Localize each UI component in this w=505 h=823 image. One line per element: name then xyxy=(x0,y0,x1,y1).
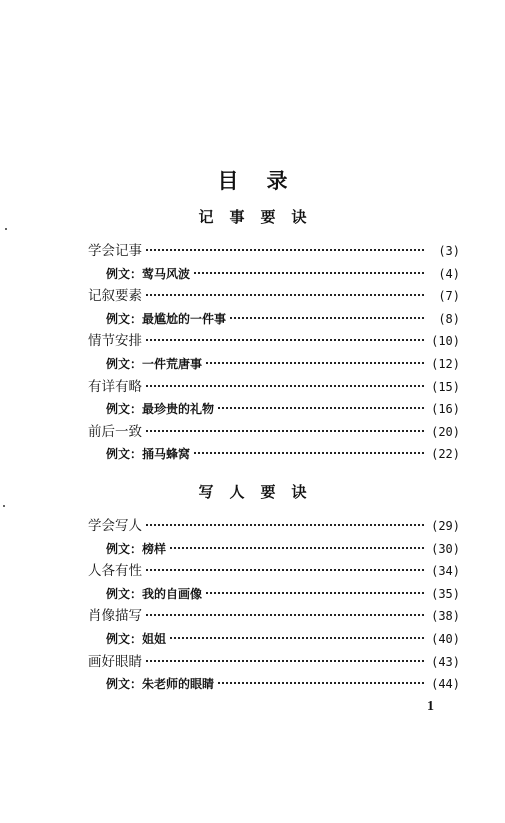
toc-entry-example xyxy=(88,263,460,286)
toc-entry xyxy=(88,560,460,583)
toc-entry-page: (10) xyxy=(431,334,460,349)
dot-leader xyxy=(146,569,424,571)
toc-entry-page: (12) xyxy=(431,356,460,371)
toc-entry-label: 例文：最尴尬的一件事 xyxy=(106,311,227,326)
dot-leader xyxy=(218,682,424,684)
dot-leader xyxy=(146,524,424,526)
toc-entry-label: 例文：朱老师的眼睛 xyxy=(106,677,215,692)
toc-entry xyxy=(88,515,460,538)
toc-entry-label: 肖像描写 xyxy=(88,608,142,625)
dot-leader xyxy=(218,407,424,409)
section-heading-narrative: 记事要诀 xyxy=(198,208,323,226)
toc-entry-label: 例文：莺马风波 xyxy=(106,266,191,281)
toc-entry-label: 记叙要素 xyxy=(88,288,142,305)
toc-entry-label: 有详有略 xyxy=(88,378,142,395)
toc-entry-page: (38) xyxy=(431,609,460,624)
toc-entry-page: (44) xyxy=(431,677,460,692)
toc-entry-label: 例文：姐姐 xyxy=(106,631,167,646)
toc-entry xyxy=(88,285,460,308)
dot-leader xyxy=(146,660,424,662)
section-heading-character: 写人要诀 xyxy=(198,483,323,501)
toc-entry-page: (22) xyxy=(431,447,460,462)
toc-entry-label: 学会记事 xyxy=(88,243,142,259)
toc-entry-page: (16) xyxy=(431,402,460,417)
toc-entry-page: (4) xyxy=(438,266,460,281)
toc-entry-label: 例文：我的自画像 xyxy=(106,586,203,601)
dot-leader xyxy=(230,317,424,319)
toc-entry-example xyxy=(88,308,460,331)
toc-entry-example xyxy=(88,398,460,421)
dot-leader xyxy=(194,272,424,274)
dot-leader xyxy=(206,362,424,364)
toc-entry-example xyxy=(88,443,460,466)
toc-entry-page: (15) xyxy=(431,379,460,394)
toc-entry-label: 例文：一件荒唐事 xyxy=(106,356,203,371)
toc-entry-page: (40) xyxy=(431,631,460,646)
toc-entry-page: (30) xyxy=(431,541,460,556)
toc-entry-label: 例文：最珍贵的礼物 xyxy=(106,402,215,417)
scan-speck xyxy=(5,228,7,230)
dot-leader xyxy=(194,452,424,454)
dot-leader xyxy=(170,637,424,639)
toc-entry-example xyxy=(88,538,460,561)
toc-entry-label: 人各有性 xyxy=(88,563,142,580)
toc-entry-label: 例文：榜样 xyxy=(106,541,167,556)
dot-leader xyxy=(146,385,424,387)
toc-entry xyxy=(88,330,460,353)
dot-leader xyxy=(170,547,424,549)
toc-entry-page: (29) xyxy=(431,519,460,533)
toc-entry xyxy=(88,421,460,444)
toc-entry xyxy=(88,240,460,263)
dot-leader xyxy=(146,614,424,616)
toc-entry-label: 例文：捅马蜂窝 xyxy=(106,447,191,462)
dot-leader xyxy=(146,249,424,251)
toc-entry-label: 学会写人 xyxy=(88,518,142,534)
toc-section-narrative xyxy=(88,240,460,466)
toc-entry-example xyxy=(88,673,460,696)
dot-leader xyxy=(146,294,424,296)
toc-entry xyxy=(88,376,460,399)
toc-entry-page: (3) xyxy=(438,244,460,258)
toc-entry-label: 前后一致 xyxy=(88,423,142,440)
toc-entry-page: (8) xyxy=(438,311,460,326)
scan-speck xyxy=(3,505,5,507)
toc-entry xyxy=(88,651,460,674)
toc-entry-label: 情节安排 xyxy=(88,333,142,350)
toc-section-character xyxy=(88,515,460,696)
toc-entry-example xyxy=(88,353,460,376)
page-number: 1 xyxy=(427,699,434,714)
toc-entry xyxy=(88,605,460,628)
toc-entry-label: 画好眼睛 xyxy=(88,653,142,670)
toc-entry-page: (7) xyxy=(438,289,460,304)
toc-entry-page: (34) xyxy=(431,564,460,579)
dot-leader xyxy=(206,592,424,594)
toc-entry-page: (35) xyxy=(431,586,460,601)
toc-entry-page: (20) xyxy=(431,424,460,439)
page-title: 目录 xyxy=(217,169,316,193)
toc-entry-example xyxy=(88,583,460,606)
toc-entry-example xyxy=(88,628,460,651)
toc-entry-page: (43) xyxy=(431,654,460,669)
dot-leader xyxy=(146,430,424,432)
dot-leader xyxy=(146,339,424,341)
